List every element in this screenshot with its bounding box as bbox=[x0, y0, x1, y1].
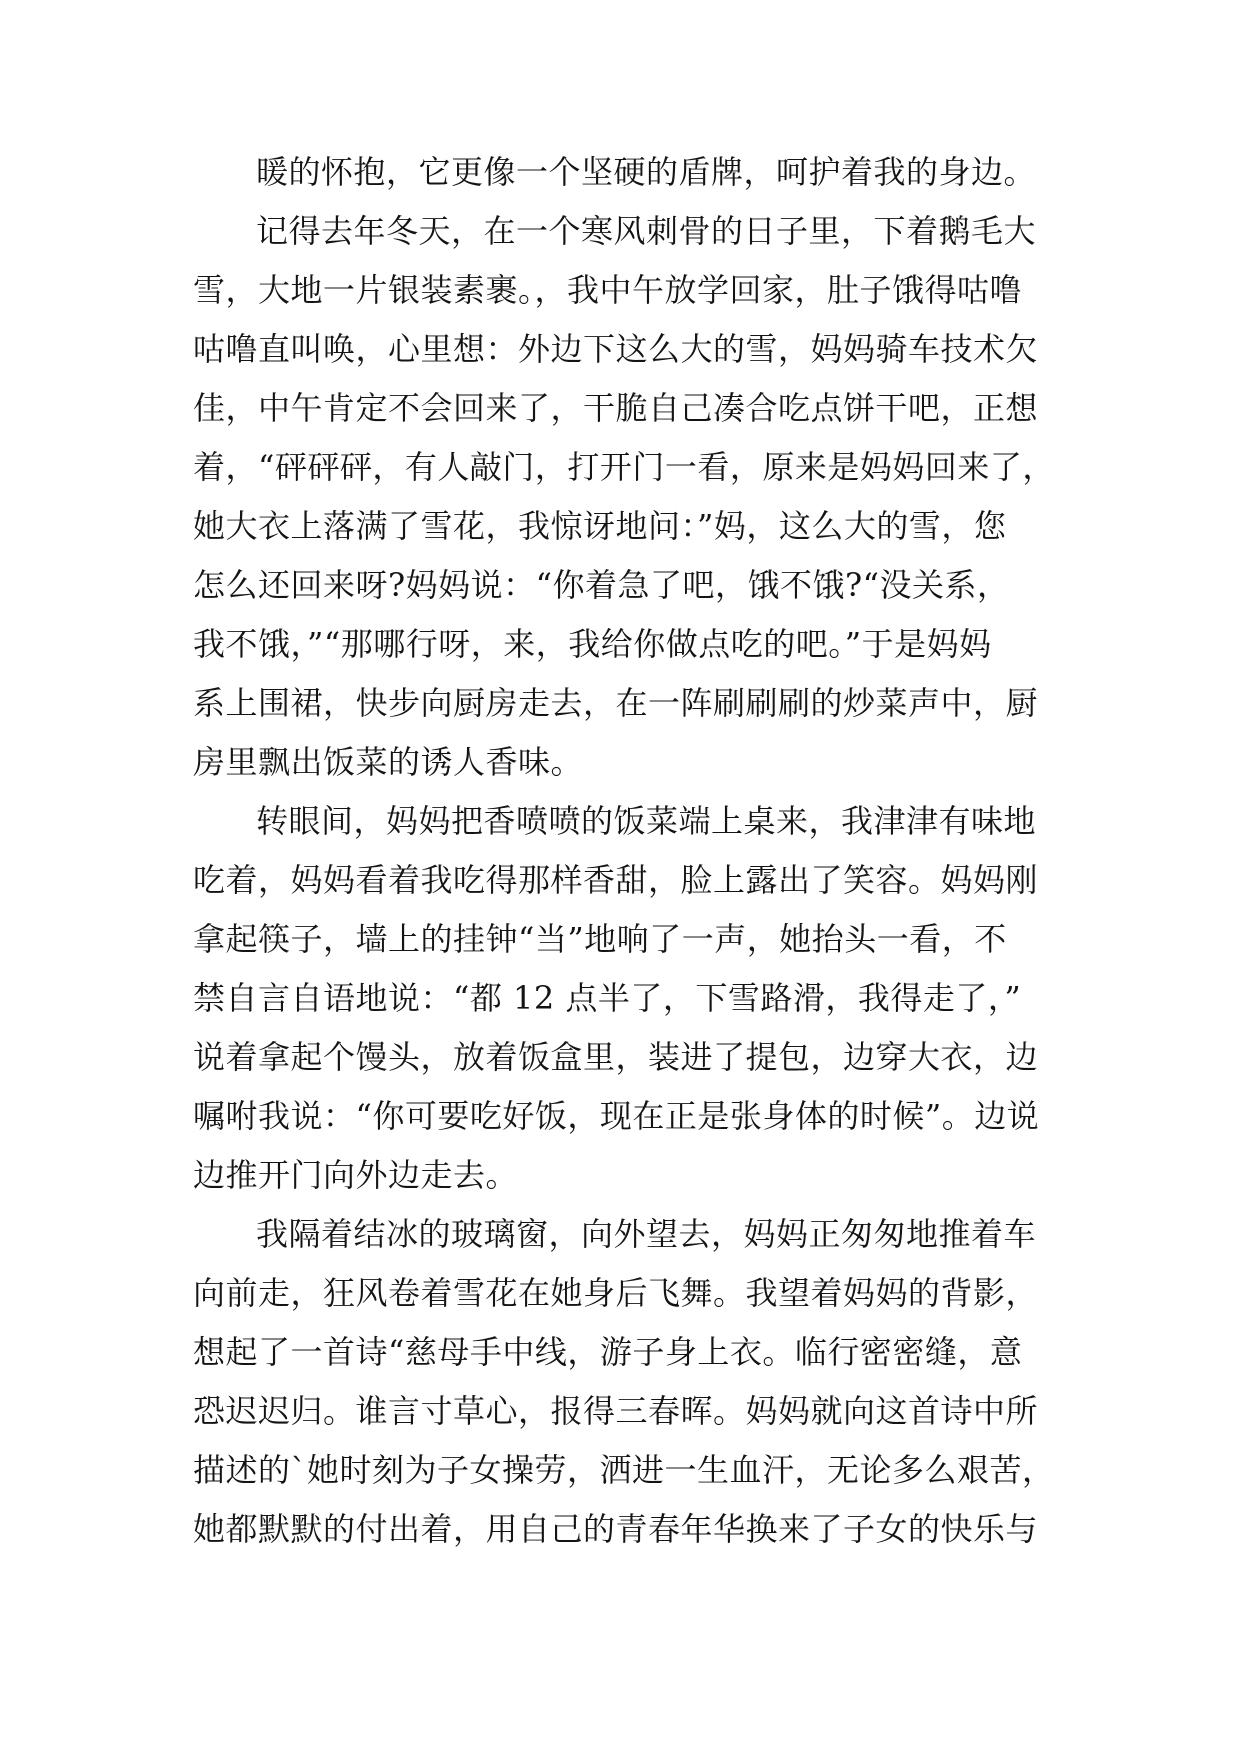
text-line: 吃着，妈妈看着我吃得那样香甜，脸上露出了笑容。妈妈刚 bbox=[193, 861, 1039, 899]
text-line: 恐迟迟归。谁言寸草心，报得三春晖。妈妈就向这首诗中所 bbox=[193, 1392, 1039, 1430]
text-line: 嘱咐我说：“你可要吃好饭，现在正是张身体的时候”。边说 bbox=[193, 1097, 1040, 1135]
text-line: 转眼间，妈妈把香喷喷的饭菜端上桌来，我津津有味地 bbox=[256, 802, 1037, 840]
text-line: 向前走，狂风卷着雪花在她身后飞舞。我望着妈妈的背影， bbox=[193, 1274, 1039, 1312]
text-line: 着，“砰砰砰，有人敲门，打开门一看，原来是妈妈回来了， bbox=[193, 448, 1055, 486]
text-line: 禁自言自语地说：“都 12 点半了，下雪路滑，我得走了，” bbox=[193, 979, 1022, 1017]
text-line: 想起了一首诗“慈母手中线，游子身上衣。临行密密缝，意 bbox=[193, 1333, 1023, 1371]
text-line: 佳，中午肯定不会回来了，干脆自己凑合吃点饼干吧，正想 bbox=[193, 389, 1039, 427]
text-line: 记得去年冬天，在一个寒风刺骨的日子里，下着鹅毛大 bbox=[256, 212, 1037, 250]
text-line: 拿起筷子，墙上的挂钟“当”地响了一声，她抬头一看，不 bbox=[193, 920, 1007, 958]
text-line: 她大衣上落满了雪花，我惊讶地问：”妈，这么大的雪，您 bbox=[193, 507, 1007, 545]
text-line: 雪，大地一片银装素裹。，我中午放学回家，肚子饿得咕噜 bbox=[193, 271, 1023, 309]
text-line: 边推开门向外边走去。 bbox=[193, 1156, 519, 1194]
text-line: 我隔着结冰的玻璃窗，向外望去，妈妈正匆匆地推着车 bbox=[256, 1215, 1037, 1253]
text-line: 我不饿，”“那哪行呀，来，我给你做点吃的吧。”于是妈妈 bbox=[193, 625, 992, 663]
text-line: 暖的怀抱，它更像一个坚硬的盾牌，呵护着我的身边。 bbox=[256, 153, 1037, 191]
text-line: 她都默默的付出着，用自己的青春年华换来了子女的快乐与 bbox=[193, 1510, 1039, 1548]
text-line: 怎么还回来呀?妈妈说：“你着急了吧，饿不饿?“没关系， bbox=[193, 566, 1010, 604]
text-line: 描述的`她时刻为子女操劳，洒进一生血汗，无论多么艰苦， bbox=[193, 1451, 1055, 1489]
text-line: 说着拿起个馒头，放着饭盒里，装进了提包，边穿大衣，边 bbox=[193, 1038, 1039, 1076]
text-line: 系上围裙，快步向厨房走去，在一阵刷刷刷的炒菜声中，厨 bbox=[193, 684, 1039, 722]
text-line: 咕噜直叫唤，心里想：外边下这么大的雪，妈妈骑车技术欠 bbox=[193, 330, 1039, 368]
text-line: 房里飘出饭菜的诱人香味。 bbox=[193, 743, 584, 781]
